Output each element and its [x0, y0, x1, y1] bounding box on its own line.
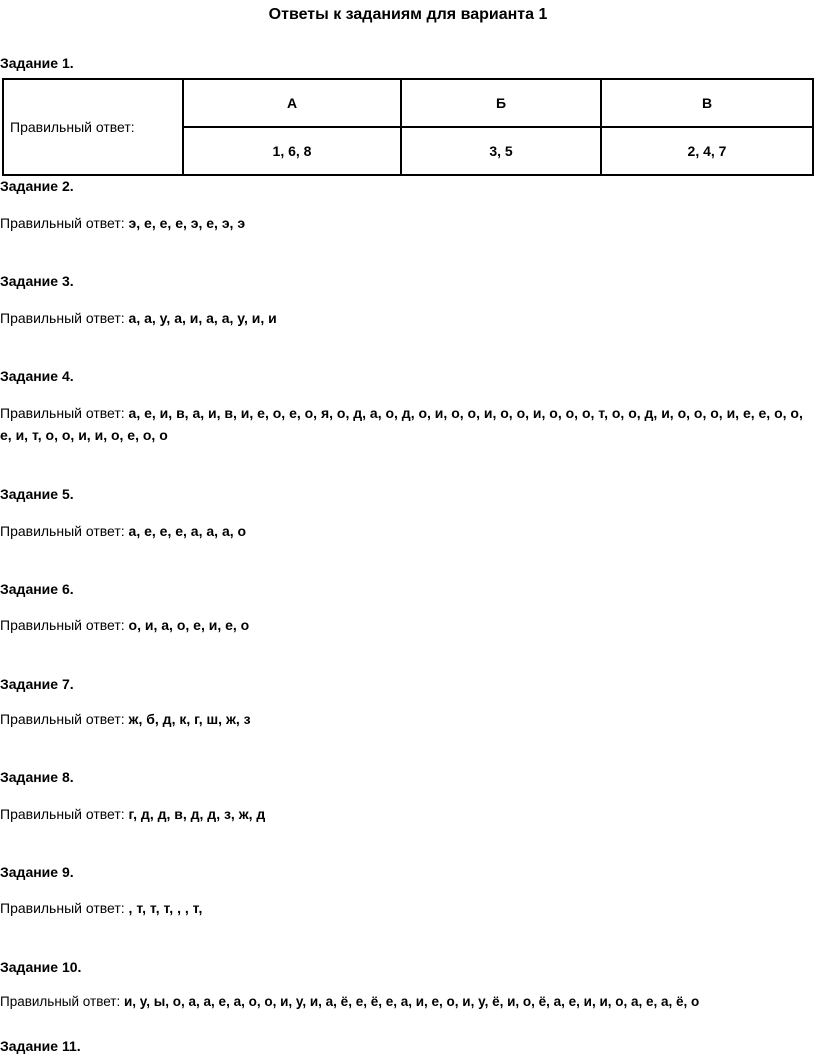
task-7-heading: Задание 7. [0, 676, 74, 692]
task-9-heading: Задание 9. [0, 864, 74, 880]
task-11-heading: Задание 11. [0, 1038, 81, 1054]
answer-value: э, е, е, е, э, е, э, э [128, 215, 246, 231]
task-5-heading: Задание 5. [0, 486, 74, 502]
task-2-heading: Задание 2. [0, 178, 74, 194]
answer-table-row-label: Правильный ответ: [3, 79, 183, 175]
answer-label: Правильный ответ: [0, 617, 125, 633]
answer-table-header-v: В [601, 79, 813, 127]
answer-value: а, е, е, е, а, а, а, о [128, 523, 247, 539]
answer-label: Правильный ответ: [0, 711, 125, 727]
answer-value: , т, т, т, , , т, [128, 900, 203, 916]
answer-value: и, у, ы, о, а, а, е, а, о, о, и, у, и, а, ё, е, ё, е, а, и, е, о, и, у, ё, и, о, ё, а, е, и, и, о, а, е, а, ё, о [123, 994, 700, 1009]
answer-label: Правильный ответ: [0, 806, 125, 822]
task-10-heading: Задание 10. [0, 959, 82, 975]
task-2-answer [0, 215, 245, 231]
answer-value: а, е, и, в, а, и, в, и, е, о, е, о, я, о, д, а, о, д, о, и, о, о, и, о, о, и, о, о, о, т, о, о, д, и, о, о, о, и, е, е, о, о, е, и, т, о, о, и, и, о, е, о, о [0, 405, 803, 443]
task-10-answer [0, 994, 699, 1009]
answer-label: Правильный ответ: [0, 523, 125, 539]
answer-value: ж, б, д, к, г, ш, ж, з [128, 711, 251, 727]
task-6-answer [0, 617, 249, 633]
task-8-heading: Задание 8. [0, 769, 74, 785]
answer-label: Правильный ответ: [0, 994, 121, 1009]
answer-table-header-b: Б [401, 79, 601, 127]
answer-value: о, и, а, о, е, и, е, о [128, 617, 250, 633]
answer-label: Правильный ответ: [0, 405, 125, 421]
task-1-answer-table [2, 78, 814, 176]
answer-value: а, а, у, а, и, а, а, у, и, и [128, 310, 277, 326]
task-3-heading: Задание 3. [0, 273, 74, 289]
answer-table-header-a: А [183, 79, 401, 127]
answer-label: Правильный ответ: [0, 900, 125, 916]
task-4-answer [0, 402, 816, 446]
task-7-answer [0, 711, 251, 727]
answer-value: г, д, д, в, д, д, з, ж, д [128, 806, 266, 822]
answer-table-value-v: 2, 4, 7 [601, 127, 813, 175]
task-9-answer [0, 900, 202, 916]
answer-table-value-a: 1, 6, 8 [183, 127, 401, 175]
task-3-answer [0, 310, 277, 326]
answer-label: Правильный ответ: [0, 215, 125, 231]
task-6-heading: Задание 6. [0, 581, 74, 597]
task-5-answer [0, 523, 246, 539]
answer-label: Правильный ответ: [0, 310, 125, 326]
task-4-heading: Задание 4. [0, 368, 74, 384]
answer-table-value-b: 3, 5 [401, 127, 601, 175]
task-1-heading: Задание 1. [0, 55, 74, 71]
page-title: Ответы к заданиям для варианта 1 [268, 6, 548, 23]
task-8-answer [0, 806, 265, 822]
